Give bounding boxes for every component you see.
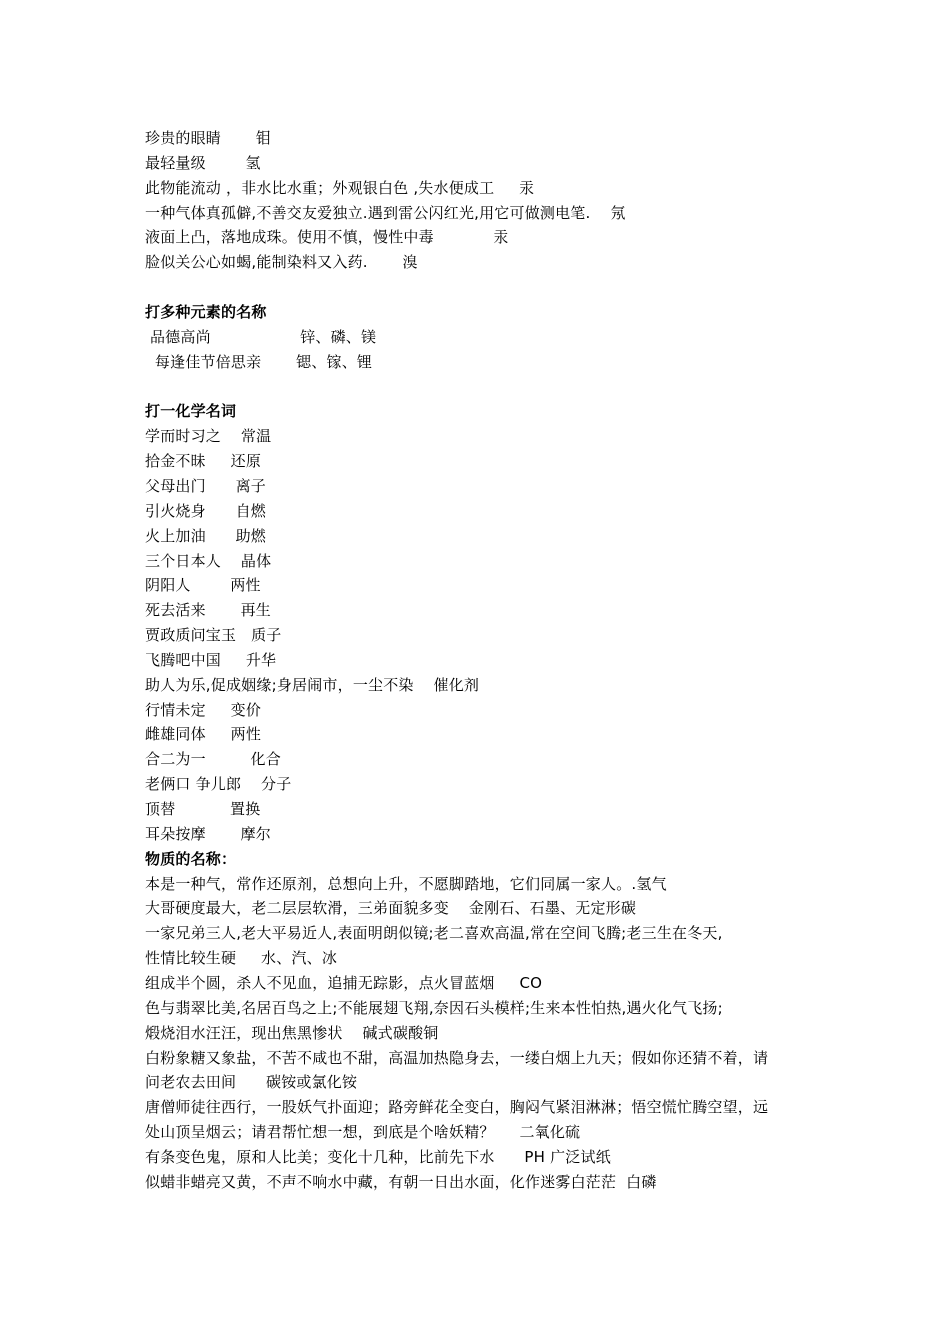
text-line: 拾金不昧 还原 [145, 452, 262, 471]
text-line: 飞腾吧中国 升华 [145, 650, 277, 669]
text-line: 液面上凸，落地成珠。使用不慎，慢性中毒 汞 [145, 228, 509, 247]
text-line: 死去活来 再生 [145, 601, 271, 620]
text-line: 阴阳人 两性 [145, 576, 261, 595]
text-line: 一种气体真孤僻,不善交友爱独立.遇到雷公闪红光,用它可做测电笔. 氖 [145, 203, 626, 222]
text-line: 顶替 置换 [145, 800, 261, 818]
text-line: 珍贵的眼睛 钼 [145, 129, 271, 147]
text-line: 父母出门 离子 [145, 476, 267, 495]
text-line: 有条变色鬼，原和人比美；变化十几种，比前先下水 PH 广泛试纸 [145, 1147, 611, 1166]
text-line: 行情未定 变价 [145, 700, 262, 719]
text-line: 贾政质问宝玉 质子 [145, 626, 282, 644]
text-line: 组成半个圆，杀人不见血，追捕无踪影，点火冒蓝烟 CO [145, 973, 543, 992]
text-line: 合二为一 化合 [145, 750, 281, 769]
text-line: 唐僧师徒往西行，一股妖气扑面迎；路旁鲜花全变白，胸闷气紧泪淋淋；悟空慌忙腾空望，远 [145, 1098, 769, 1117]
text-line: 问老农去田间 碳铵或氯化铵 [145, 1073, 358, 1092]
text-line: 引火烧身 自燃 [145, 501, 267, 520]
text-line: 色与翡翠比美,名居百鸟之上;不能展翅飞翔,奈因石头模样;生来本性怕热,遇火化气飞扬; [145, 998, 723, 1017]
text-line: 火上加油 助燃 [145, 526, 267, 545]
section-heading: 物质的名称： [145, 849, 237, 868]
text-line: 脸似关公心如蝎,能制染料又入药. 溴 [145, 253, 418, 272]
text-line: 白粉象糖又象盐，不苦不咸也不甜，高温加热隐身去，一缕白烟上九天；假如你还猜不着，请 [145, 1048, 769, 1067]
text-line: 助人为乐,促成姻缘;身居闹市，一尘不染 催化剂 [145, 675, 480, 694]
text-line: 煅烧泪水汪汪，现出焦黑惨状 碱式碳酸铜 [145, 1023, 439, 1042]
section-heading: 打一化学名词 [145, 402, 237, 421]
text-line: 品德高尚 锌、磷、镁 [145, 327, 377, 346]
text-line: 性情比较生硬 水、汽、冰 [145, 949, 338, 968]
text-line: 最轻量级 氢 [145, 153, 261, 172]
text-line: 学而时习之 常温 [145, 427, 272, 446]
text-line: 老俩口 争儿郎 分子 [145, 775, 292, 794]
text-line: 大哥硬度最大，老二层层软滑，三弟面貌多变 金刚石、石墨、无定形碳 [145, 899, 637, 918]
text-line: 处山顶呈烟云；请君帮忙想一想，到底是个啥妖精？ 二氧化硫 [145, 1123, 581, 1141]
section-heading: 打多种元素的名称 [145, 303, 267, 321]
text-line: 三个日本人 晶体 [145, 551, 272, 570]
text-line: 每逢佳节倍思亲 锶、镓、锂 [145, 352, 373, 371]
text-line: 一家兄弟三人,老大平易近人,表面明朗似镜;老二喜欢高温,常在空间飞腾;老三生在冬天, [145, 924, 723, 943]
text-line: 耳朵按摩 摩尔 [145, 824, 271, 843]
text-line: 本是一种气，常作还原剂，总想向上升，不愿脚踏地，它们同属一家人。.氢气 [145, 874, 667, 893]
text-line: 似蜡非蜡亮又黄，不声不响水中藏，有朝一日出水面，化作迷雾白茫茫 白磷 [145, 1172, 657, 1191]
text-line: 此物能流动 ，非水比水重；外观银白色 ,失水便成工 汞 [145, 178, 535, 197]
text-line: 雌雄同体 两性 [145, 725, 262, 744]
